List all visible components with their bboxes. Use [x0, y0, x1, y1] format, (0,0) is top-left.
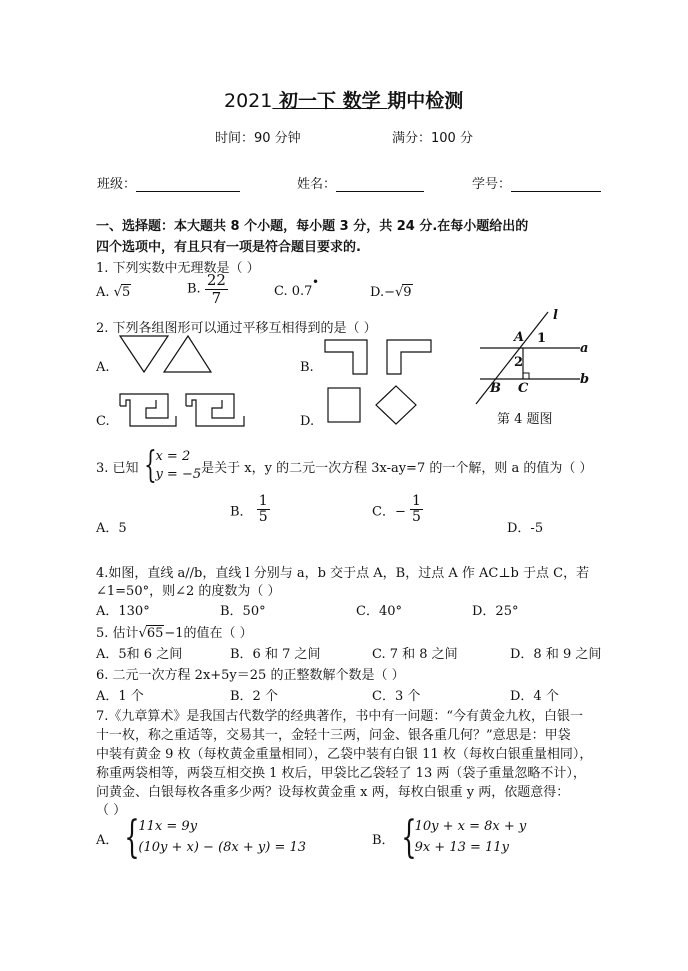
q7-line3: 中装有黄金 9 枚（每枚黄金重量相同），乙袋中装有白银 11 枚（每枚白银重量相同），	[96, 747, 593, 762]
system-brace: {	[143, 445, 157, 486]
repeating-dot: •	[312, 275, 320, 289]
name-label: 姓名：	[297, 177, 337, 192]
name-field[interactable]	[297, 173, 424, 192]
q7-option-b[interactable]	[372, 812, 527, 863]
q1-a-value: 5	[121, 285, 131, 300]
q2-stem: 2. 下列各组图形可以通过平移互相得到的是（ ）	[96, 321, 377, 336]
title-year: 2021	[224, 90, 273, 112]
fig4-angle-1: 1	[537, 331, 547, 346]
q6-option-c[interactable]: C．3 个	[372, 689, 421, 704]
q7-b-eq1: 10y + x = 8x + y	[414, 819, 527, 835]
q7-b-label: B．	[372, 832, 395, 848]
q1-option-a[interactable]: A. √5	[96, 285, 131, 300]
q7-a-brace: {	[124, 812, 141, 863]
class-label: 班级：	[97, 177, 137, 192]
q6-option-a[interactable]: A．1 个	[96, 689, 144, 704]
q7-line6: （ ）	[96, 803, 127, 818]
score-label: 满分：100 分	[392, 131, 473, 146]
q3-c-fraction	[410, 494, 423, 526]
q1-d-label: D.−	[370, 285, 395, 300]
q4-stem-line2: ∠1=50°，则∠2 的度数为（ ）	[96, 584, 281, 599]
q7-line4: 称重两袋相等，两袋互相交换 1 枚后，甲袋比乙袋轻了 13 两（袋子重量忽略不计），	[96, 766, 586, 781]
id-blank[interactable]	[511, 177, 601, 192]
q4-option-b[interactable]: B．50°	[220, 604, 266, 619]
q6-stem: 6. 二元一次方程 2x+5y＝25 的正整数解个数是（ ）	[96, 668, 405, 683]
q6-option-d[interactable]: D．4 个	[510, 689, 559, 704]
q7-line1: 7.《九章算术》是我国古代数学的经典著作，书中有一问题：“今有黄金九枚，白银一	[96, 709, 584, 724]
q3-b-label: B．	[230, 504, 253, 520]
q3-stem	[96, 445, 593, 486]
q7-b-eq2: 9x + 13 = 11y	[414, 840, 509, 855]
q1-c-value: 0.7	[291, 284, 313, 299]
q4-option-c[interactable]: C．40°	[356, 604, 402, 619]
q2-b-label[interactable]: B.	[300, 360, 314, 375]
q7-line2: 十一枚，称之重适等，交易其一，金轻十三两，问金、银各重几何？”意思是：甲袋	[96, 728, 571, 743]
q3-option-a[interactable]: A．5	[96, 521, 127, 536]
q7-b-brace: {	[400, 812, 417, 863]
q2-c-figure	[116, 392, 262, 428]
q7-a-label: A．	[96, 832, 119, 848]
q7-a-system	[138, 817, 306, 859]
q3-b-den: 5	[258, 509, 268, 526]
q1-option-d[interactable]: D.−√9	[370, 285, 412, 300]
q3-suffix: 是关于 x，y 的二元一次方程 3x-ay=7 的一个解，则 a 的值为（ ）	[201, 460, 593, 476]
q3-eq2: y = −5	[155, 467, 202, 482]
q2-b-figure	[323, 338, 435, 376]
q5-suffix: −1的值在（ ）	[164, 626, 253, 641]
q2-a-label[interactable]: A.	[96, 360, 110, 375]
fig4-angle-2: 2	[514, 355, 524, 370]
q3-eq1: x = 2	[155, 449, 191, 465]
q2-c-label[interactable]: C.	[96, 414, 110, 429]
q3-prefix: 3. 已知	[96, 460, 139, 476]
q6-option-b[interactable]: B．2 个	[230, 689, 278, 704]
class-blank[interactable]	[136, 177, 240, 192]
q1-b-label: B.	[187, 281, 201, 297]
q4-stem-line1: 4.如图，直线 a//b，直线 l 分别与 a，b 交于点 A，B，过点 A 作 AC⊥b 于点 C，若	[96, 566, 590, 581]
fig4-caption: 第 4 题图	[497, 412, 553, 427]
q1-option-b[interactable]	[187, 272, 228, 306]
q2-a-figure	[118, 334, 214, 376]
q1-stem: 1. 下列实数中无理数是（ ）	[96, 261, 260, 276]
q2-d-label[interactable]: D.	[300, 414, 315, 429]
q3-b-fraction	[257, 494, 270, 526]
title-grade: 初一下	[272, 90, 343, 112]
q3-c-label: C．−	[372, 504, 406, 520]
id-field[interactable]	[472, 173, 601, 192]
q2-d-figure	[324, 384, 420, 426]
q4-option-a[interactable]: A．130°	[96, 604, 150, 619]
q5-option-a[interactable]: A．5和 6 之间	[96, 647, 183, 662]
q5-stem: 5. 估计√65−1的值在（ ）	[96, 626, 253, 641]
q5-option-c[interactable]: C. 7 和 8 之间	[372, 647, 458, 662]
q1-b-fraction	[205, 272, 228, 306]
class-field[interactable]	[97, 173, 240, 192]
q1-b-den: 7	[211, 288, 222, 307]
q3-system	[155, 448, 201, 483]
fig4-label-B: B	[490, 381, 501, 396]
section1-title-line1: 一、选择题：本大题共 8 个小题，每小题 3 分，共 24 分.在每小题给出的	[96, 219, 529, 234]
fig4-label-a: a	[580, 341, 589, 356]
fig4-label-A: A	[514, 330, 525, 345]
q3-c-den: 5	[411, 509, 421, 526]
q7-a-eq2: (10y + x) − (8x + y) = 13	[138, 840, 307, 855]
q3-c-num: 1	[411, 493, 421, 509]
name-blank[interactable]	[336, 177, 424, 192]
q7-line5: 问黄金、白银每枚各重多少两？设每枚黄金重 x 两，每枚白银重 y 两，依题意得：	[96, 785, 570, 800]
q3-option-c[interactable]	[372, 494, 423, 526]
fig4-label-b: b	[580, 372, 590, 387]
q7-b-system	[415, 817, 527, 859]
q3-option-d[interactable]: D．-5	[507, 521, 544, 536]
fig4-label-l: l	[553, 308, 558, 323]
q1-option-c[interactable]	[274, 275, 320, 299]
q1-c-label: C.	[274, 284, 288, 299]
q5-option-d[interactable]: D．8 和 9 之间	[510, 647, 602, 662]
q1-b-num: 22	[206, 271, 226, 289]
q5-option-b[interactable]: B．6 和 7 之间	[230, 647, 321, 662]
q1-d-value: 9	[403, 285, 412, 300]
page-title	[224, 86, 463, 113]
q1-a-label: A.	[96, 285, 110, 300]
q5-radicand: 65	[146, 626, 164, 641]
title-subject: 数学	[342, 90, 388, 112]
title-exam: 期中检测	[387, 90, 464, 112]
q5-prefix: 5. 估计	[96, 626, 139, 641]
q7-a-eq1: 11x = 9y	[138, 819, 198, 835]
q3-option-b[interactable]	[230, 494, 270, 526]
q7-option-a[interactable]	[96, 812, 307, 863]
time-label: 时间：90 分钟	[215, 131, 301, 146]
section1-title-line2: 四个选项中，有且只有一项是符合题目要求的.	[96, 240, 361, 255]
q4-option-d[interactable]: D．25°	[472, 604, 519, 619]
fig4-label-C: C	[518, 381, 529, 396]
q3-b-num: 1	[258, 493, 268, 509]
id-label: 学号：	[472, 177, 512, 192]
q4-figure	[468, 306, 596, 410]
